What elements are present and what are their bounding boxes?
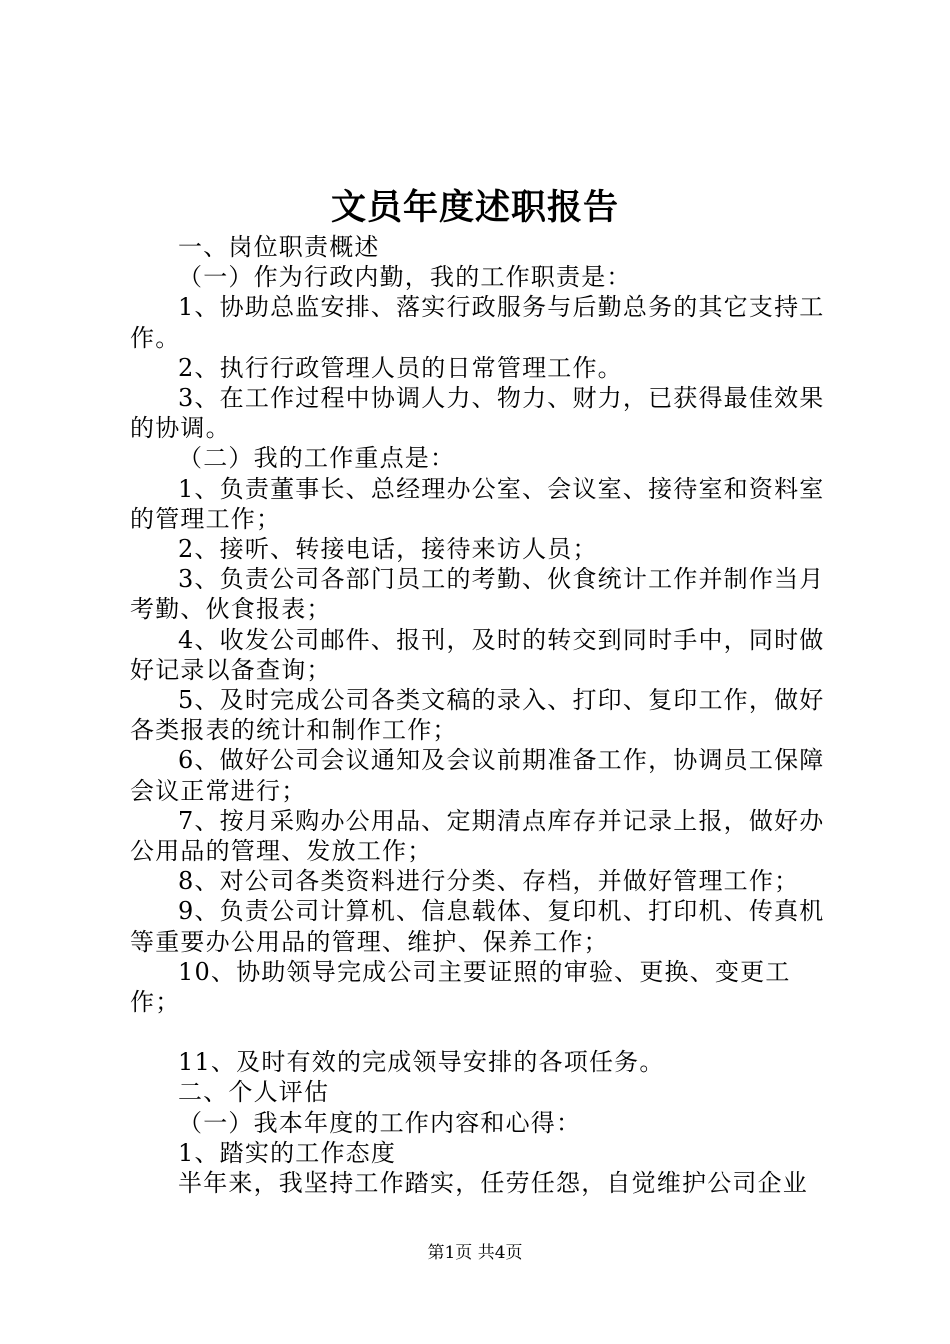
section-heading: 一、岗位职责概述 [178, 233, 380, 261]
paragraph: 2、接听、转接电话，接待来访人员； [178, 535, 598, 564]
page-footer: 第1页 共4页 [427, 1243, 523, 1263]
subsection-heading: （二）我的工作重点是： [178, 444, 456, 473]
paragraph: 5、及时完成公司各类文稿的录入、打印、复印工作，做好各类报表的统计和制作工作； [130, 686, 825, 745]
section-heading: 二、个人评估 [178, 1078, 330, 1107]
paragraph: 1、协助总监安排、落实行政服务与后勤总务的其它支持工作。 [130, 293, 825, 352]
paragraph: 9、负责公司计算机、信息载体、复印机、打印机、传真机等重要办公用品的管理、维护、保养工作； [130, 897, 825, 956]
paragraph: 3、负责公司各部门员工的考勤、伙食统计工作并制作当月考勤、伙食报表； [130, 565, 825, 624]
paragraph: 1、负责董事长、总经理办公室、会议室、接待室和资料室的管理工作； [130, 474, 825, 533]
paragraph: 3、在工作过程中协调人力、物力、财力，已获得最佳效果的协调。 [130, 384, 825, 443]
paragraph: 6、做好公司会议通知及会议前期准备工作，协调员工保障会议正常进行； [130, 746, 825, 805]
paragraph: 11、及时有效的完成领导安排的各项任务。 [178, 1048, 665, 1077]
document-body [130, 232, 832, 1198]
paragraph: 2、执行行政管理人员的日常管理工作。 [178, 353, 623, 382]
page-title: 文员年度述职报告 [330, 187, 619, 228]
paragraph: 1、踏实的工作态度 [178, 1138, 397, 1167]
paragraph: 10、协助领导完成公司主要证照的审验、更换、变更工作； [130, 957, 791, 1017]
subsection-heading: （一）我本年度的工作内容和心得： [178, 1108, 582, 1137]
paragraph: 4、收发公司邮件、报刊，及时的转交到同时手中，同时做好记录以备查询； [130, 625, 825, 684]
paragraph: 8、对公司各类资料进行分类、存档，并做好管理工作； [178, 867, 800, 896]
subsection-heading: （一）作为行政内勤，我的工作职责是： [178, 263, 632, 292]
paragraph: 半年来，我坚持工作踏实，任劳任怨，自觉维护公司企业 [178, 1169, 808, 1198]
paragraph: 7、按月采购办公用品、定期清点库存并记录上报，做好办公用品的管理、发放工作； [130, 806, 825, 866]
